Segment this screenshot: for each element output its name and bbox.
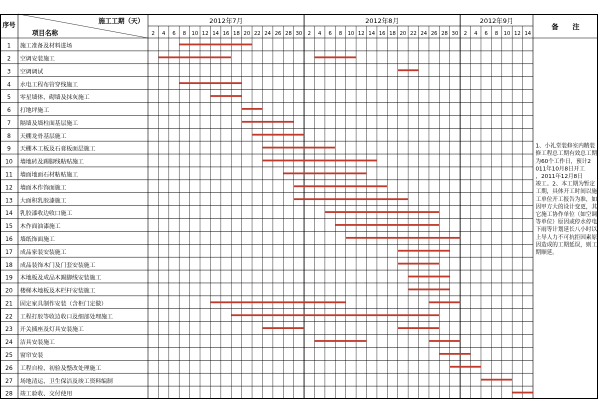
seq-header: 序号: [2, 21, 16, 29]
task-name: 空调安装施工: [20, 56, 55, 63]
day-tick-label: 8: [338, 31, 343, 37]
day-tick-label: 26: [430, 31, 438, 37]
task-name: 工程自检、初验及整改处理施工: [20, 365, 102, 372]
day-tick-label: 26: [274, 31, 282, 37]
day-tick-label: 8: [182, 31, 187, 37]
task-bar: [242, 108, 263, 110]
row-number: 1: [7, 43, 11, 50]
item-name-header: 项目名称: [32, 29, 58, 37]
task-name: 天棚木工板及石膏板面层施工: [20, 146, 96, 153]
day-tick-label: 30: [295, 31, 303, 37]
row-number: 20: [5, 288, 13, 295]
day-tick-label: 10: [347, 31, 355, 37]
day-tick-label: 16: [378, 31, 386, 37]
task-name: 成品家装安装施工: [20, 249, 67, 256]
row-number: 28: [5, 391, 13, 398]
day-tick-label: 4: [161, 31, 166, 37]
day-tick-label: 2: [463, 31, 468, 37]
day-tick-label: 22: [410, 31, 417, 37]
task-bar: [398, 327, 440, 329]
task-name: 场地清运、卫生保洁及竣工资料编制: [20, 378, 113, 385]
row-number: 6: [7, 108, 11, 115]
row-number: 25: [5, 353, 13, 360]
day-tick-label: 8: [494, 31, 499, 37]
row-number: 7: [7, 120, 11, 127]
row-number: 5: [7, 95, 11, 102]
task-name: 施工准备及材料进场: [20, 43, 73, 50]
day-tick-label: 2: [307, 31, 311, 37]
row-number: 4: [7, 82, 11, 89]
task-bar: [450, 366, 481, 368]
day-tick-label: 10: [191, 31, 199, 37]
task-bar: [294, 198, 408, 200]
task-name: 墙面地面石材粘贴施工: [20, 172, 78, 179]
schedule-header: 施工工期（天）: [98, 17, 144, 25]
task-name: 墙地砖及踢脚线粘贴施工: [20, 159, 84, 166]
day-tick-label: 28: [285, 31, 292, 37]
day-tick-label: 14: [368, 31, 376, 37]
task-bar: [158, 56, 231, 58]
task-name: 木作面油漆施工: [20, 224, 61, 231]
task-name: 窗帘安装: [20, 353, 44, 360]
row-number: 26: [5, 365, 13, 372]
task-name: 大面积乳胶漆施工: [20, 198, 67, 205]
task-bar: [210, 95, 241, 97]
day-tick-label: 12: [358, 31, 365, 37]
day-tick-label: 28: [441, 31, 448, 37]
month-label: 2012年8月: [365, 17, 399, 25]
day-tick-label: 12: [514, 31, 521, 37]
row-number: 13: [5, 198, 13, 205]
row-number: 23: [5, 327, 13, 334]
row-number: 24: [5, 340, 13, 347]
table-border: [1, 15, 598, 399]
row-number: 14: [5, 211, 13, 218]
notes-header: 备 注: [551, 23, 580, 31]
task-bar: [512, 392, 533, 394]
task-bar: [439, 353, 470, 355]
row-number: 27: [5, 378, 13, 385]
task-bar: [210, 301, 345, 303]
task-name: 成品装饰木门及门套安装施工: [20, 262, 96, 269]
task-bar: [283, 172, 366, 174]
task-bar: [325, 211, 439, 213]
day-tick-label: 6: [172, 31, 176, 37]
task-name: 洁具安装施工: [20, 340, 55, 347]
task-name: 打地坪施工: [20, 108, 49, 115]
task-name: 墙面木作饰面施工: [20, 185, 67, 192]
day-tick-label: 10: [503, 31, 511, 37]
row-number: 2: [7, 56, 11, 63]
task-bar: [346, 237, 460, 239]
task-bar: [262, 147, 335, 149]
task-bar: [242, 121, 294, 123]
day-tick-label: 6: [328, 31, 332, 37]
task-bar: [398, 250, 450, 252]
day-tick-label: 20: [243, 31, 251, 37]
task-bar: [314, 56, 356, 58]
task-name: 木地板及成品木踢脚线安装施工: [20, 275, 102, 282]
task-bar: [262, 160, 376, 162]
notes-paragraph: 1、小礼堂装修室内精装修工程总工期有效总工期为60个工作日，预计2 011年10月8日开工，2011年12月8日竣工。2、本工期为暂定工期，具体开工时间以施工单位开工报告为准，如因甲方大的设计变更，其它施工协作单位（如空调等单位）原因或停水停电下雨等计划延长八小时以上导人力不可抗拒因素原因造成的工期延误，则工期顺延。: [535, 143, 598, 256]
task-bar: [429, 340, 460, 342]
task-name: 水电工程布管穿线施工: [20, 82, 78, 89]
task-name: 开关插座及灯具安装施工: [20, 327, 84, 334]
day-tick-label: 14: [524, 31, 532, 37]
row-number: 11: [5, 172, 13, 179]
task-bar: [429, 301, 460, 303]
task-bar: [179, 44, 252, 46]
day-tick-label: 24: [264, 31, 271, 37]
day-tick-label: 18: [389, 31, 396, 37]
task-name: 乳胶漆收边收口施工: [20, 211, 73, 218]
task-name: 固定家具制作安装（含柜门定做）: [20, 301, 107, 308]
row-number: 3: [7, 69, 11, 76]
task-name: 空调调试: [20, 69, 44, 76]
day-tick-label: 12: [201, 31, 209, 37]
task-bar: [335, 224, 439, 226]
task-bar: [262, 327, 304, 329]
day-tick-label: 6: [484, 31, 488, 37]
task-bar: [179, 82, 241, 84]
row-number: 15: [5, 224, 13, 231]
row-number: 10: [5, 159, 13, 166]
day-tick-label: 18: [233, 31, 240, 37]
day-tick-label: 20: [399, 31, 407, 37]
task-name: 工程打胶等收边收口及细部处理施工: [20, 314, 113, 321]
row-number: 9: [7, 146, 11, 153]
day-tick-label: 16: [222, 31, 230, 37]
task-bar: [252, 134, 304, 136]
row-number: 8: [7, 133, 11, 140]
task-bar: [294, 185, 388, 187]
task-name: 墙纸饰面施工: [20, 236, 55, 243]
task-name: 竣工验收、交付使用: [20, 391, 73, 398]
day-tick-label: 4: [474, 31, 478, 37]
task-name: 天棚龙骨基层施工: [20, 133, 67, 140]
task-bar: [481, 379, 512, 381]
row-number: 19: [5, 275, 13, 282]
row-number: 12: [5, 185, 13, 192]
row-number: 21: [5, 301, 13, 308]
day-tick-label: 24: [420, 31, 428, 37]
task-name: 隔墙及墙柱面基层施工: [20, 120, 78, 127]
row-number: 18: [5, 262, 13, 269]
row-number: 17: [5, 249, 13, 256]
row-number: 16: [5, 236, 13, 243]
day-tick-label: 22: [253, 31, 261, 37]
day-tick-label: 2: [151, 31, 155, 37]
day-tick-label: 14: [212, 31, 219, 37]
task-bar: [408, 289, 450, 291]
task-bar: [314, 340, 366, 342]
month-label: 2012年9月: [479, 17, 514, 25]
task-name: 零星墙体、砌墙及抹灰施工: [20, 95, 90, 102]
day-tick-label: 4: [318, 31, 322, 37]
task-bar: [398, 69, 419, 71]
row-number: 22: [5, 314, 13, 321]
task-name: 楼梯木地板及木栏杆安装施工: [20, 288, 96, 295]
task-bar: [398, 263, 440, 265]
month-label: 2012年7月: [209, 17, 243, 25]
day-tick-label: 30: [451, 31, 459, 37]
task-bar: [408, 276, 450, 278]
task-bar: [231, 314, 439, 316]
